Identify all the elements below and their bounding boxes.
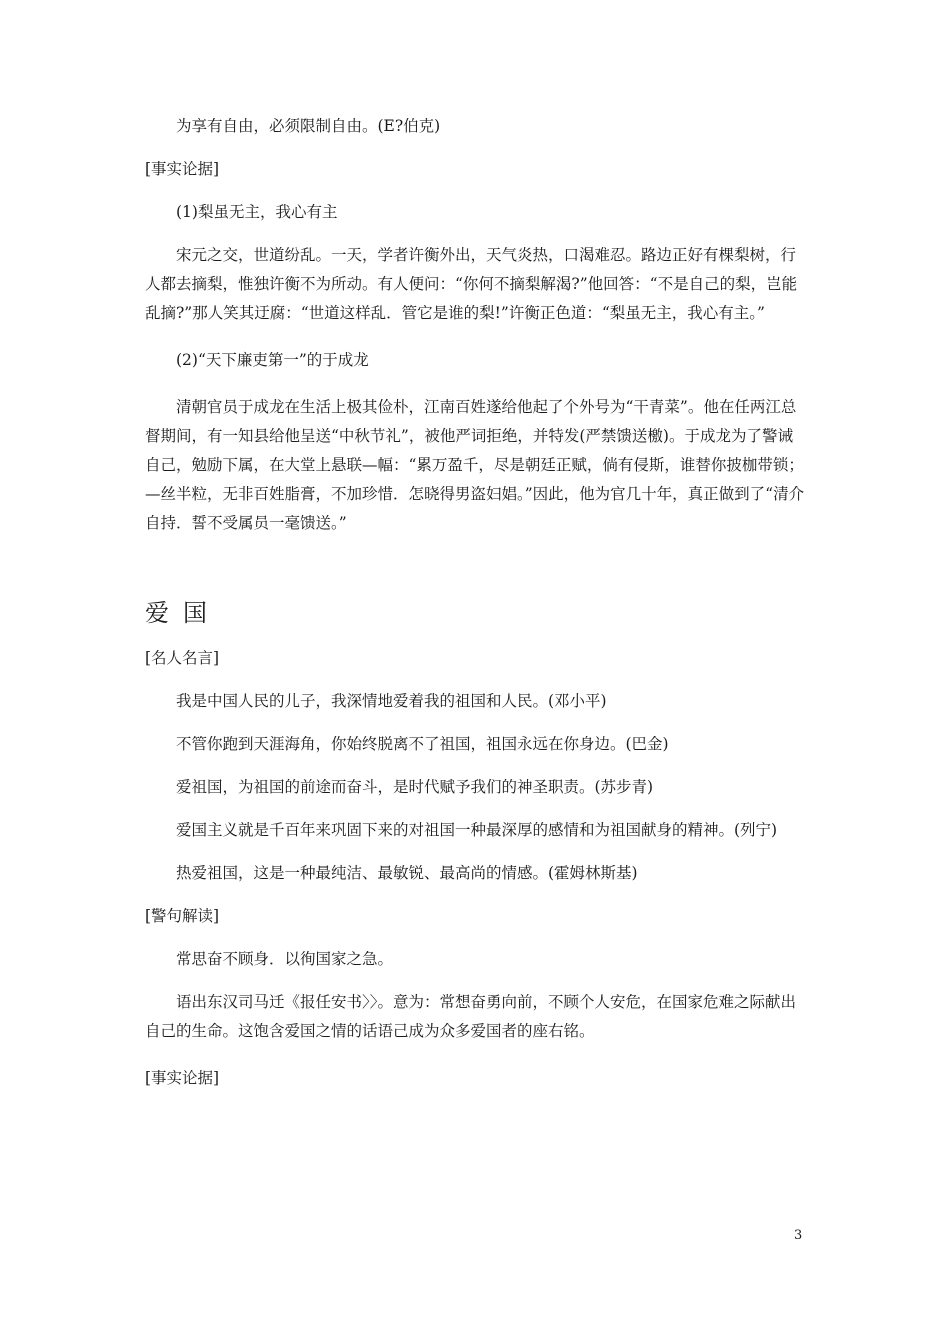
maxim-label: [警句解读]: [145, 907, 220, 925]
quote-item: 爱祖国，为祖国的前途而奋斗，是时代赋予我们的神圣职责。(苏步青): [176, 778, 654, 796]
page-number: 3: [794, 1228, 803, 1243]
story-title: (1)梨虽无主，我心有主: [176, 203, 338, 221]
page-content: [145, 112, 807, 1093]
story-title: (2)“天下廉吏第一”的于成龙: [176, 351, 369, 369]
quote-item: 我是中国人民的儿子，我深情地爱着我的祖国和人民。(邓小平): [176, 692, 607, 710]
quote-item: 爱国主义就是千百年来巩固下来的对祖国一种最深厚的感情和为祖国献身的精神。(列宁): [176, 821, 778, 839]
story-paragraph: 宋元之交，世道纷乱。一天，学者许衡外出，天气炎热，口渴难忍。路边正好有棵梨树，行人都去摘梨，惟独许衡不为所动。有人便问：“你何不摘梨解渴?”他回答：“不是自己的梨，岂能乱摘?”那人笑其迂腐：“世道这样乱．管它是谁的梨!”许衡正色道：“梨虽无主，我心有主。”: [145, 246, 798, 322]
quote-item: 不管你跑到天涯海角，你始终脱离不了祖国，祖国永远在你身边。(巴金): [176, 735, 669, 753]
facts-label: [事实论据]: [145, 160, 220, 178]
maxim-text: 常思奋不顾身．以徇国家之急。: [176, 950, 394, 968]
quote-item: 热爱祖国，这是一种最纯洁、最敏锐、最高尚的情感。(霍姆林斯基): [176, 864, 638, 882]
quotes-label: [名人名言]: [145, 649, 220, 667]
facts-label: [事实论据]: [145, 1069, 220, 1087]
section-heading: 爱国: [145, 599, 221, 627]
maxim-explanation: 语出东汉司马迁《报任安书〉〉。意为：常想奋勇向前，不顾个人安危，在国家危难之际献出自己的生命。这饱含爱国之情的话语己成为众多爱国者的座右铭。: [145, 993, 797, 1040]
quote-burke: 为享有自由，必须限制自由。(E?伯克): [176, 117, 441, 135]
story-paragraph: 清朝官员于成龙在生活上极其俭朴，江南百姓遂给他起了个外号为“干青菜”。他在任两江总督期间，有一知县给他呈送“中秋节礼”，被他严词拒绝，并特发(严禁馈送檄)。于成龙为了警诫自己，勉励下属，在大堂上悬联—幅：“累万盈千，尽是朝廷正赋，倘有侵斯，谁替你披枷带锁；—丝半粒，无非百姓脂膏，不加珍惜．怎晓得男盗妇娼。”因此，他为官几十年，真正做到了“清介自持．誓不受属员一毫馈送。”: [145, 398, 805, 532]
